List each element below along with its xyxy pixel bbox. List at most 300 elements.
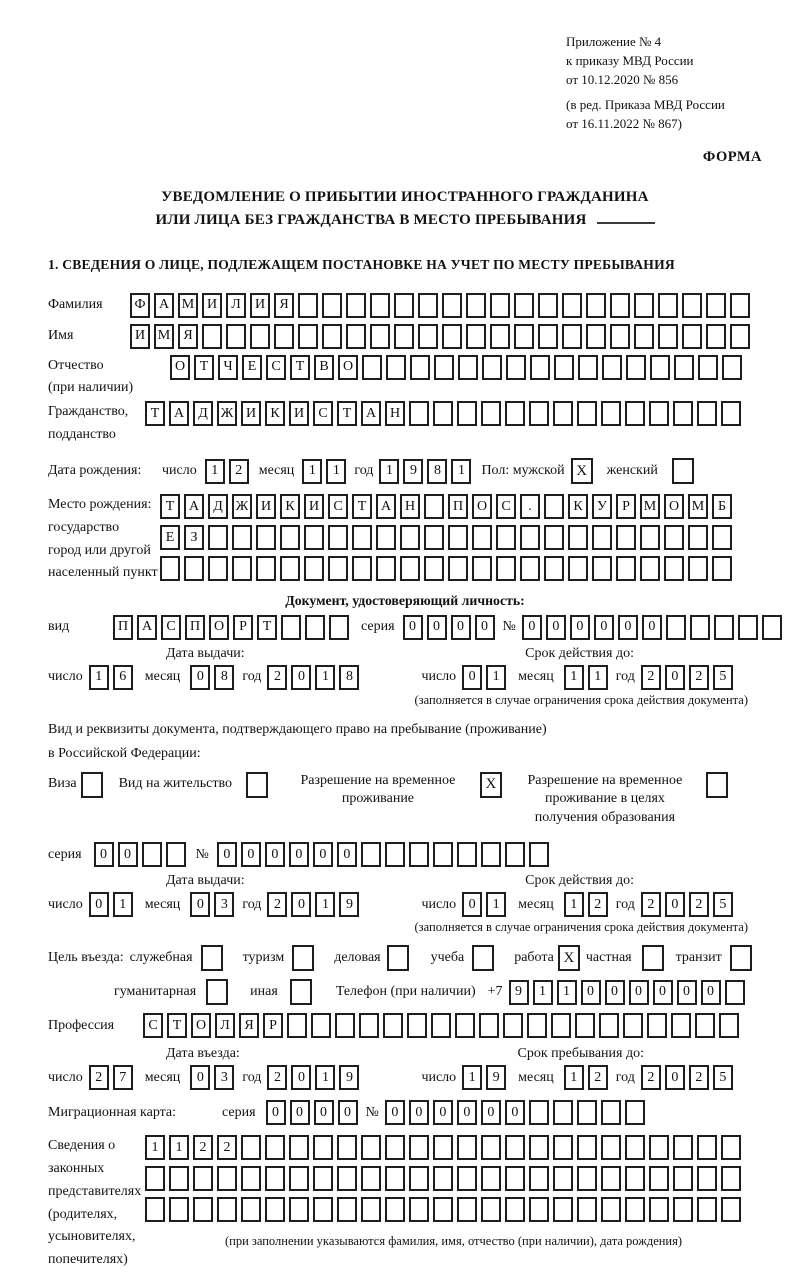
char-cell[interactable] (738, 615, 758, 640)
char-cell[interactable] (184, 556, 204, 581)
char-cell[interactable] (232, 556, 252, 581)
char-cell[interactable] (721, 1166, 741, 1191)
char-cell[interactable] (616, 525, 636, 550)
char-cell[interactable] (666, 615, 686, 640)
char-cell[interactable] (481, 1197, 501, 1222)
char-cell[interactable]: Л (215, 1013, 235, 1038)
char-cell[interactable] (328, 525, 348, 550)
char-cell[interactable] (649, 401, 669, 426)
char-cell[interactable]: 0 (118, 842, 138, 867)
visa-checkbox[interactable] (81, 772, 103, 798)
char-cell[interactable]: 0 (570, 615, 590, 640)
char-cell[interactable] (554, 355, 574, 380)
char-cell[interactable] (538, 293, 558, 318)
char-cell[interactable] (697, 1135, 717, 1160)
char-cell[interactable] (625, 1100, 645, 1125)
char-cell[interactable] (265, 1166, 285, 1191)
char-cell[interactable] (664, 525, 684, 550)
char-cell[interactable] (376, 556, 396, 581)
char-cell[interactable] (457, 1135, 477, 1160)
char-cell[interactable]: 0 (266, 1100, 286, 1125)
char-cell[interactable]: 2 (267, 892, 287, 917)
char-cell[interactable] (424, 556, 444, 581)
char-cell[interactable]: П (448, 494, 468, 519)
char-cell[interactable]: А (137, 615, 157, 640)
char-cell[interactable] (610, 293, 630, 318)
char-cell[interactable]: Т (167, 1013, 187, 1038)
char-cell[interactable]: 1 (486, 665, 506, 690)
char-cell[interactable] (503, 1013, 523, 1038)
char-cell[interactable] (352, 525, 372, 550)
char-cell[interactable]: С (313, 401, 333, 426)
char-cell[interactable]: 3 (214, 892, 234, 917)
char-cell[interactable] (688, 525, 708, 550)
char-cell[interactable] (730, 324, 750, 349)
char-cell[interactable] (577, 1135, 597, 1160)
char-cell[interactable] (313, 1166, 333, 1191)
char-cell[interactable] (505, 1197, 525, 1222)
char-cell[interactable] (431, 1013, 451, 1038)
char-cell[interactable]: С (161, 615, 181, 640)
char-cell[interactable] (265, 1135, 285, 1160)
char-cell[interactable]: 8 (427, 459, 447, 484)
char-cell[interactable]: 0 (385, 1100, 405, 1125)
char-cell[interactable] (697, 1166, 717, 1191)
char-cell[interactable] (706, 293, 726, 318)
char-cell[interactable] (241, 1197, 261, 1222)
char-cell[interactable]: 1 (89, 665, 109, 690)
char-cell[interactable] (289, 1135, 309, 1160)
char-cell[interactable] (457, 1197, 477, 1222)
char-cell[interactable] (376, 525, 396, 550)
char-cell[interactable] (673, 401, 693, 426)
char-cell[interactable] (217, 1197, 237, 1222)
char-cell[interactable] (298, 293, 318, 318)
char-cell[interactable]: 6 (113, 665, 133, 690)
char-cell[interactable]: 0 (313, 842, 333, 867)
char-cell[interactable]: Е (160, 525, 180, 550)
char-cell[interactable] (370, 324, 390, 349)
char-cell[interactable]: 1 (315, 1065, 335, 1090)
char-cell[interactable]: 2 (193, 1135, 213, 1160)
char-cell[interactable] (241, 1166, 261, 1191)
char-cell[interactable] (506, 355, 526, 380)
char-cell[interactable] (640, 556, 660, 581)
char-cell[interactable]: 0 (665, 665, 685, 690)
char-cell[interactable]: 0 (427, 615, 447, 640)
char-cell[interactable]: В (314, 355, 334, 380)
char-cell[interactable] (529, 842, 549, 867)
char-cell[interactable] (634, 324, 654, 349)
char-cell[interactable] (400, 525, 420, 550)
purpose-other-checkbox[interactable] (290, 979, 312, 1005)
char-cell[interactable]: О (191, 1013, 211, 1038)
char-cell[interactable] (658, 324, 678, 349)
char-cell[interactable] (625, 401, 645, 426)
char-cell[interactable] (346, 324, 366, 349)
char-cell[interactable] (625, 1135, 645, 1160)
char-cell[interactable] (418, 293, 438, 318)
char-cell[interactable]: 0 (291, 892, 311, 917)
char-cell[interactable] (409, 1197, 429, 1222)
char-cell[interactable]: Ч (218, 355, 238, 380)
char-cell[interactable] (616, 556, 636, 581)
char-cell[interactable] (690, 615, 710, 640)
char-cell[interactable]: И (304, 494, 324, 519)
char-cell[interactable] (232, 525, 252, 550)
char-cell[interactable] (370, 293, 390, 318)
char-cell[interactable] (538, 324, 558, 349)
char-cell[interactable]: А (184, 494, 204, 519)
char-cell[interactable]: 0 (677, 980, 697, 1005)
char-cell[interactable] (217, 1166, 237, 1191)
char-cell[interactable] (762, 615, 782, 640)
char-cell[interactable]: 0 (217, 842, 237, 867)
char-cell[interactable] (544, 556, 564, 581)
char-cell[interactable]: 2 (689, 892, 709, 917)
purpose-official-checkbox[interactable] (201, 945, 223, 971)
char-cell[interactable] (256, 525, 276, 550)
char-cell[interactable] (601, 401, 621, 426)
char-cell[interactable] (514, 293, 534, 318)
char-cell[interactable]: З (184, 525, 204, 550)
char-cell[interactable] (640, 525, 660, 550)
char-cell[interactable] (385, 1135, 405, 1160)
char-cell[interactable]: 0 (190, 892, 210, 917)
char-cell[interactable] (649, 1197, 669, 1222)
char-cell[interactable] (553, 1197, 573, 1222)
char-cell[interactable] (337, 1135, 357, 1160)
char-cell[interactable]: Т (160, 494, 180, 519)
char-cell[interactable] (479, 1013, 499, 1038)
char-cell[interactable] (553, 401, 573, 426)
char-cell[interactable] (578, 355, 598, 380)
char-cell[interactable] (527, 1013, 547, 1038)
char-cell[interactable]: 0 (629, 980, 649, 1005)
char-cell[interactable]: М (154, 324, 174, 349)
char-cell[interactable]: 1 (533, 980, 553, 1005)
char-cell[interactable] (721, 401, 741, 426)
char-cell[interactable] (697, 1197, 717, 1222)
char-cell[interactable]: И (202, 293, 222, 318)
char-cell[interactable] (505, 1135, 525, 1160)
char-cell[interactable] (721, 1197, 741, 1222)
char-cell[interactable] (145, 1197, 165, 1222)
char-cell[interactable] (673, 1135, 693, 1160)
char-cell[interactable]: Л (226, 293, 246, 318)
char-cell[interactable]: 5 (713, 892, 733, 917)
char-cell[interactable] (433, 1135, 453, 1160)
char-cell[interactable] (553, 1166, 573, 1191)
char-cell[interactable]: 1 (557, 980, 577, 1005)
char-cell[interactable] (673, 1197, 693, 1222)
char-cell[interactable]: И (256, 494, 276, 519)
char-cell[interactable] (386, 355, 406, 380)
char-cell[interactable] (409, 842, 429, 867)
char-cell[interactable] (361, 1197, 381, 1222)
char-cell[interactable] (394, 293, 414, 318)
char-cell[interactable]: 0 (522, 615, 542, 640)
char-cell[interactable] (706, 324, 726, 349)
char-cell[interactable]: 0 (457, 1100, 477, 1125)
char-cell[interactable] (650, 355, 670, 380)
char-cell[interactable] (169, 1166, 189, 1191)
char-cell[interactable] (529, 1135, 549, 1160)
char-cell[interactable]: 0 (481, 1100, 501, 1125)
char-cell[interactable] (725, 980, 745, 1005)
char-cell[interactable] (529, 1100, 549, 1125)
char-cell[interactable]: Р (233, 615, 253, 640)
char-cell[interactable] (601, 1166, 621, 1191)
char-cell[interactable]: 0 (605, 980, 625, 1005)
char-cell[interactable] (289, 1197, 309, 1222)
char-cell[interactable] (328, 556, 348, 581)
char-cell[interactable] (698, 355, 718, 380)
char-cell[interactable] (481, 1166, 501, 1191)
char-cell[interactable]: Р (263, 1013, 283, 1038)
char-cell[interactable] (455, 1013, 475, 1038)
char-cell[interactable] (329, 615, 349, 640)
purpose-study-checkbox[interactable] (472, 945, 494, 971)
char-cell[interactable]: 0 (409, 1100, 429, 1125)
char-cell[interactable] (409, 1166, 429, 1191)
char-cell[interactable] (586, 293, 606, 318)
char-cell[interactable] (601, 1100, 621, 1125)
char-cell[interactable] (287, 1013, 307, 1038)
char-cell[interactable]: К (568, 494, 588, 519)
char-cell[interactable]: Ф (130, 293, 150, 318)
char-cell[interactable] (434, 355, 454, 380)
char-cell[interactable]: 0 (291, 1065, 311, 1090)
char-cell[interactable] (625, 1166, 645, 1191)
char-cell[interactable]: О (209, 615, 229, 640)
char-cell[interactable] (592, 556, 612, 581)
char-cell[interactable] (719, 1013, 739, 1038)
char-cell[interactable] (514, 324, 534, 349)
char-cell[interactable]: 2 (641, 1065, 661, 1090)
char-cell[interactable] (714, 615, 734, 640)
char-cell[interactable]: 1 (486, 892, 506, 917)
char-cell[interactable] (649, 1135, 669, 1160)
char-cell[interactable]: Т (290, 355, 310, 380)
char-cell[interactable] (712, 556, 732, 581)
char-cell[interactable]: 9 (486, 1065, 506, 1090)
char-cell[interactable] (649, 1166, 669, 1191)
char-cell[interactable] (442, 293, 462, 318)
char-cell[interactable] (409, 1135, 429, 1160)
char-cell[interactable] (311, 1013, 331, 1038)
char-cell[interactable]: Н (400, 494, 420, 519)
char-cell[interactable] (520, 556, 540, 581)
purpose-business-checkbox[interactable] (387, 945, 409, 971)
char-cell[interactable]: И (250, 293, 270, 318)
char-cell[interactable]: 0 (289, 842, 309, 867)
char-cell[interactable]: 0 (462, 665, 482, 690)
char-cell[interactable] (682, 293, 702, 318)
char-cell[interactable]: С (496, 494, 516, 519)
char-cell[interactable]: 1 (302, 459, 322, 484)
char-cell[interactable]: Т (145, 401, 165, 426)
char-cell[interactable]: 0 (314, 1100, 334, 1125)
char-cell[interactable] (385, 1166, 405, 1191)
char-cell[interactable]: 0 (581, 980, 601, 1005)
char-cell[interactable] (472, 525, 492, 550)
char-cell[interactable]: 0 (618, 615, 638, 640)
char-cell[interactable] (671, 1013, 691, 1038)
char-cell[interactable]: 0 (265, 842, 285, 867)
char-cell[interactable] (730, 293, 750, 318)
sex-male-checkbox[interactable]: X (571, 458, 593, 484)
purpose-tourism-checkbox[interactable] (292, 945, 314, 971)
char-cell[interactable]: 0 (94, 842, 114, 867)
char-cell[interactable] (673, 1166, 693, 1191)
char-cell[interactable]: П (113, 615, 133, 640)
char-cell[interactable]: 1 (315, 665, 335, 690)
char-cell[interactable] (362, 355, 382, 380)
char-cell[interactable]: Е (242, 355, 262, 380)
char-cell[interactable]: 0 (546, 615, 566, 640)
char-cell[interactable] (658, 293, 678, 318)
char-cell[interactable] (265, 1197, 285, 1222)
char-cell[interactable]: 0 (241, 842, 261, 867)
char-cell[interactable] (385, 842, 405, 867)
char-cell[interactable] (457, 842, 477, 867)
char-cell[interactable]: 2 (689, 665, 709, 690)
char-cell[interactable] (647, 1013, 667, 1038)
char-cell[interactable]: 0 (653, 980, 673, 1005)
char-cell[interactable]: 9 (339, 892, 359, 917)
char-cell[interactable] (305, 615, 325, 640)
char-cell[interactable]: 1 (205, 459, 225, 484)
char-cell[interactable]: М (688, 494, 708, 519)
char-cell[interactable] (602, 355, 622, 380)
char-cell[interactable] (496, 525, 516, 550)
char-cell[interactable]: М (178, 293, 198, 318)
char-cell[interactable] (274, 324, 294, 349)
char-cell[interactable] (458, 355, 478, 380)
char-cell[interactable]: 9 (509, 980, 529, 1005)
char-cell[interactable] (193, 1166, 213, 1191)
char-cell[interactable]: 1 (169, 1135, 189, 1160)
char-cell[interactable]: К (265, 401, 285, 426)
char-cell[interactable] (625, 1197, 645, 1222)
char-cell[interactable]: 0 (291, 665, 311, 690)
char-cell[interactable]: 0 (475, 615, 495, 640)
char-cell[interactable]: И (130, 324, 150, 349)
char-cell[interactable] (166, 842, 186, 867)
char-cell[interactable]: А (376, 494, 396, 519)
char-cell[interactable] (304, 556, 324, 581)
char-cell[interactable] (520, 525, 540, 550)
char-cell[interactable]: У (592, 494, 612, 519)
char-cell[interactable] (577, 1166, 597, 1191)
char-cell[interactable]: О (472, 494, 492, 519)
char-cell[interactable]: 0 (665, 892, 685, 917)
char-cell[interactable]: 1 (113, 892, 133, 917)
char-cell[interactable] (472, 556, 492, 581)
char-cell[interactable] (626, 355, 646, 380)
char-cell[interactable]: 1 (588, 665, 608, 690)
char-cell[interactable] (695, 1013, 715, 1038)
char-cell[interactable]: А (169, 401, 189, 426)
char-cell[interactable] (145, 1166, 165, 1191)
char-cell[interactable] (337, 1197, 357, 1222)
char-cell[interactable] (433, 842, 453, 867)
char-cell[interactable]: С (266, 355, 286, 380)
char-cell[interactable]: Д (208, 494, 228, 519)
char-cell[interactable] (433, 1166, 453, 1191)
char-cell[interactable] (281, 615, 301, 640)
char-cell[interactable] (544, 525, 564, 550)
char-cell[interactable] (551, 1013, 571, 1038)
char-cell[interactable]: 2 (588, 1065, 608, 1090)
char-cell[interactable]: Б (712, 494, 732, 519)
char-cell[interactable] (400, 556, 420, 581)
char-cell[interactable]: 8 (339, 665, 359, 690)
char-cell[interactable] (568, 525, 588, 550)
char-cell[interactable] (142, 842, 162, 867)
char-cell[interactable] (466, 324, 486, 349)
char-cell[interactable] (361, 1166, 381, 1191)
char-cell[interactable]: 0 (505, 1100, 525, 1125)
char-cell[interactable]: Т (194, 355, 214, 380)
char-cell[interactable] (410, 355, 430, 380)
edu-residence-checkbox[interactable] (706, 772, 728, 798)
char-cell[interactable] (529, 1166, 549, 1191)
char-cell[interactable] (601, 1197, 621, 1222)
char-cell[interactable] (721, 1135, 741, 1160)
char-cell[interactable] (577, 401, 597, 426)
char-cell[interactable]: И (241, 401, 261, 426)
char-cell[interactable]: 2 (588, 892, 608, 917)
char-cell[interactable] (208, 525, 228, 550)
char-cell[interactable] (337, 1166, 357, 1191)
char-cell[interactable]: Я (274, 293, 294, 318)
purpose-work-checkbox[interactable]: X (558, 945, 580, 971)
char-cell[interactable] (352, 556, 372, 581)
char-cell[interactable] (553, 1100, 573, 1125)
char-cell[interactable]: 7 (113, 1065, 133, 1090)
char-cell[interactable]: 9 (339, 1065, 359, 1090)
char-cell[interactable] (457, 1166, 477, 1191)
char-cell[interactable]: 0 (642, 615, 662, 640)
char-cell[interactable] (490, 293, 510, 318)
char-cell[interactable]: П (185, 615, 205, 640)
char-cell[interactable]: 1 (379, 459, 399, 484)
char-cell[interactable]: Д (193, 401, 213, 426)
char-cell[interactable]: 0 (594, 615, 614, 640)
char-cell[interactable]: 0 (403, 615, 423, 640)
char-cell[interactable]: Ж (232, 494, 252, 519)
purpose-humanitarian-checkbox[interactable] (206, 979, 228, 1005)
char-cell[interactable] (359, 1013, 379, 1038)
char-cell[interactable]: А (361, 401, 381, 426)
char-cell[interactable]: 2 (89, 1065, 109, 1090)
char-cell[interactable] (722, 355, 742, 380)
char-cell[interactable] (505, 401, 525, 426)
char-cell[interactable] (544, 494, 564, 519)
char-cell[interactable] (664, 556, 684, 581)
char-cell[interactable] (490, 324, 510, 349)
char-cell[interactable]: 0 (462, 892, 482, 917)
char-cell[interactable] (688, 556, 708, 581)
char-cell[interactable] (712, 525, 732, 550)
char-cell[interactable] (496, 556, 516, 581)
char-cell[interactable] (529, 401, 549, 426)
char-cell[interactable] (280, 525, 300, 550)
char-cell[interactable]: 2 (217, 1135, 237, 1160)
char-cell[interactable] (562, 293, 582, 318)
